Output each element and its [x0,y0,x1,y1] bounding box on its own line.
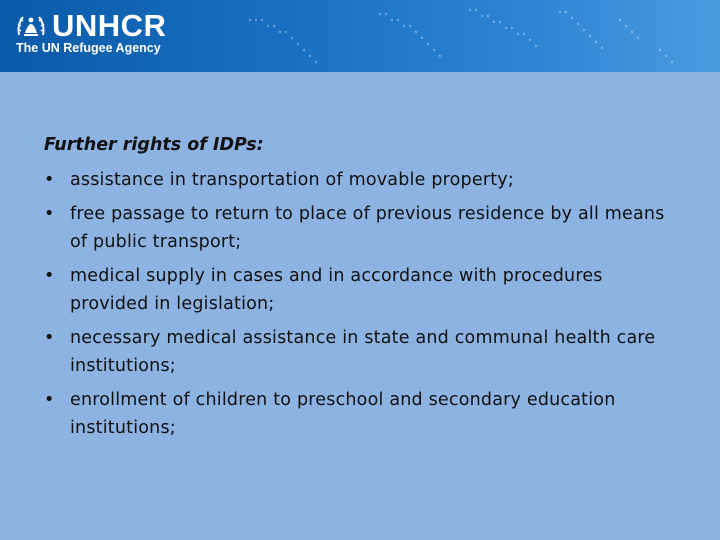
bullet-list [44,166,684,442]
bullet-dot: • [44,170,55,190]
logo-text: UNHCR [52,8,167,43]
slide-content [44,132,684,448]
bullet-text: medical supply in cases and in accordance with procedures provided in legislation; [70,266,603,314]
bullet-dot: • [44,390,55,410]
bullet-item [44,324,684,380]
bullet-text: assistance in transportation of movable property; [70,170,514,190]
bullet-item [44,200,684,256]
bullet-item [44,262,684,318]
unhcr-emblem-icon [14,9,48,43]
bullet-dot: • [44,328,55,348]
logo-tagline: The UN Refugee Agency [16,41,161,55]
bullet-item [44,166,684,194]
bullet-text: necessary medical assistance in state and communal health care institutions; [70,328,656,376]
unhcr-logo [14,9,166,55]
bullet-text: free passage to return to place of previous residence by all means of public transport; [70,204,665,252]
header-band [0,0,720,72]
slide-heading: Further rights of IDPs: [44,135,264,155]
bullet-item [44,386,684,442]
bullet-dot: • [44,266,55,286]
bullet-dot: • [44,204,55,224]
bullet-text: enrollment of children to preschool and secondary education institutions; [70,390,616,438]
